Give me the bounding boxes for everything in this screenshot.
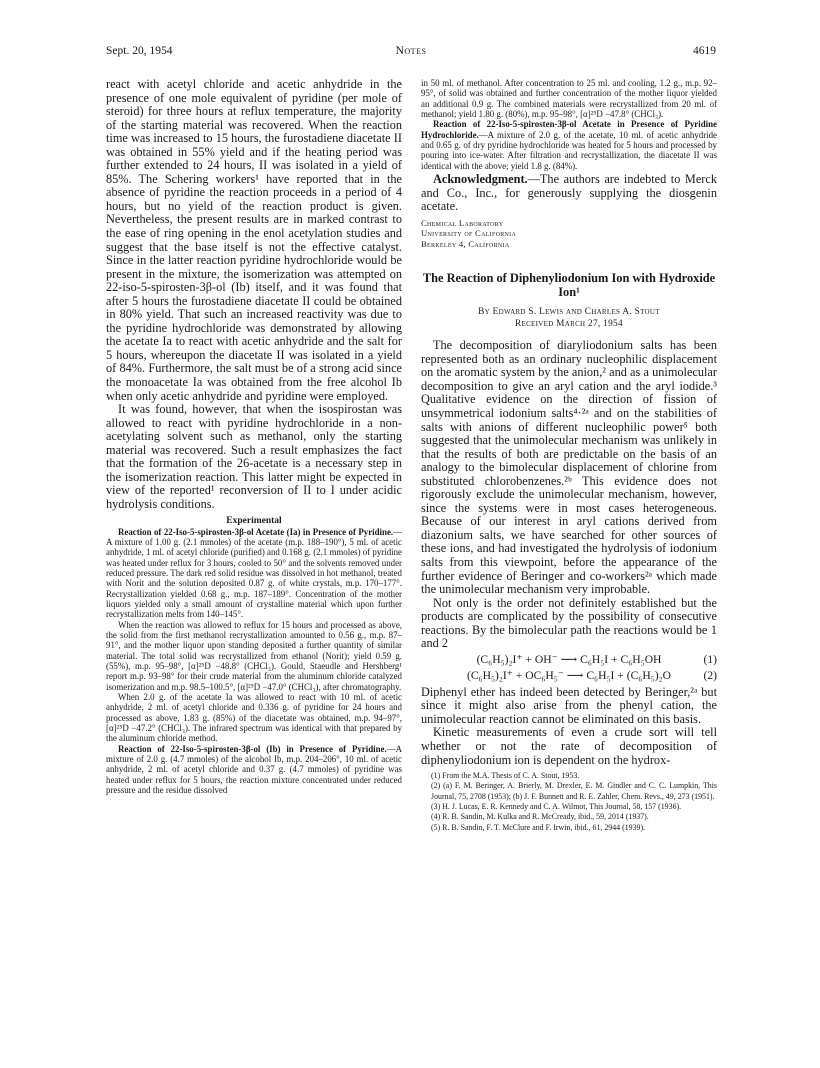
footnote-5: (5) R. B. Sandin, F. T. McClure and F. Irwin, ibid., 61, 2944 (1939). — [431, 822, 646, 832]
address-line-1: Chemical Laboratory — [421, 217, 504, 228]
acknowledgment-text: —The authors are indebted to Merck and Co., Inc., for generously supplying the diosgenin acetate. — [421, 172, 717, 214]
right-column — [421, 78, 717, 833]
experimental-paragraph-2: When the reaction was allowed to reflux for 15 hours and processed as above, the solid from the first methanol recrystallization amounted to 0.56 g., m.p. 87–91°, and the mother liquor upon standing deposited a further quantity of similar material. The total solid was recrystallized from ethanol (Norit); yield 0.59 g. (55%), m.p. 95–98°, [α]²⁵D −48.8° (CHCl₃). Gould, Staeudle and Hershberg¹ report m.p. 93–98° for their crude material from the aluminum chloride catalyzed isomerization and m.p. 98.5–100.5°, [α]²⁵D −47.0° (CHCl₃), after chromatography. — [106, 619, 402, 692]
acknowledgment-heading: Acknowledgment. — [433, 172, 528, 187]
header-date: Sept. 20, 1954 — [106, 45, 173, 57]
address-block — [421, 218, 717, 250]
equation-1 — [421, 653, 717, 668]
footnote-2: (2) (a) F. M. Beringer, A. Brierly, M. Drexler, E. M. Gindler and C. C. Lumpkin, This Journal, 75, 2708 (1953); (b) J. F. Bunnett and R. E. Zahler, Chem. Revs., 49, 273 (1951). — [431, 781, 717, 801]
exp5-heading: Reaction of 22-Iso-5-spirosten-3β-ol Acetate in Presence of Pyridine Hydrochloride. — [421, 119, 717, 140]
footnote-4: (4) R. B. Sandin, M. Kulka and R. McCready, ibid., 59, 2014 (1937). — [431, 812, 649, 822]
received-date: Received March 27, 1954 — [515, 319, 623, 330]
header-section: Notes — [395, 45, 427, 57]
equation-2-number: (2) — [703, 669, 717, 683]
left-paragraph-2: It was found, however, that when the isospirostan was allowed to react with pyridine hydrochloride in a non-acetylating solvent such as methanol, only the starting material was recovered. Such a result emphasizes the fact that the formation of the 26-acetate is a necessary step in the isomerization reaction. This latter might be expected in view of the reported¹ reconversion of II to I under acidic hydrolysis conditions. — [106, 402, 402, 511]
address-line-3: Berkeley 4, California — [421, 238, 510, 249]
experimental-paragraph-4 — [106, 744, 402, 796]
experimental-paragraph-5 — [421, 119, 717, 171]
equation-1-number: (1) — [703, 652, 717, 666]
article-paragraph-3: Diphenyl ether has indeed been detected by Beringer,²ᵃ but since it might also arise from the phenyl cation, the unimolecular reaction cannot be eliminated on this basis. — [421, 684, 717, 726]
acknowledgment — [421, 173, 717, 214]
footnote-1: (1) From the M.A. Thesis of C. A. Stout, 1953. — [431, 771, 580, 781]
equation-2 — [421, 669, 717, 684]
experimental-heading: Experimental — [226, 515, 282, 526]
article-authors: By Edward S. Lewis and Charles A. Stout — [478, 307, 660, 318]
experimental-paragraph-1 — [106, 527, 402, 620]
equation-1-body: (C₆H₅)₂I⁺ + OH⁻ ⟶ C₆H₅I + C₆H₅OH — [476, 652, 662, 666]
exp4-heading: Reaction of 22-Iso-5-spirosten-3β-ol (Ib) in Presence of Pyridine. — [118, 743, 387, 754]
exp1-heading: Reaction of 22-Iso-5-spirosten-3β-ol Acetate (Ia) in Presence of Pyridine. — [118, 526, 394, 537]
experimental-paragraph-3: When 2.0 g. of the acetate Ia was allowed to react with 10 ml. of acetic anhydride, 2 ml. of acetyl chloride and 0.336 g. of pyridine for 24 hours and processed as above, 1.83 g. (85%) of the diacetate was obtained, m.p. 94–97°, [α]²⁵D −47.2° (CHCl₃). The infrared spectrum was identical with that prepared by the aluminum chloride method. — [106, 692, 402, 744]
continued-paragraph: in 50 ml. of methanol. After concentration to 25 ml. and cooling, 1.2 g., m.p. 92–95°, of solid was obtained and further concentration of the mother liquor yielded an additional 0.9 g. The combined materials were recrystallized from 20 ml. of methanol; yield 1.80 g. (80%), m.p. 95–98°, [α]²⁵D −47.8° (CHCl₃). — [421, 78, 717, 120]
exp5-text: —A mixture of 2.0 g. of the acetate, 10 ml. of acetic anhydride and 0.65 g. of dry pyridine hydrochloride was heated for 5 hours and processed by pouring into ice-water. After filtration and recrystallization, the diacetate II was identical with the above; yield 1.8 g. (84%). — [421, 129, 717, 171]
article-paragraph-1: The decomposition of diaryliodonium salts has been represented both as an ordinary nucleophilic displacement on the aromatic system by the anion,² and as a unimolecular decomposition to give an aryl cation and the aryl iodide.³ Qualitative evidence on the direction of fission of unsymmetrical iodonium salts⁴·²ᵃ and on the stabilities of salts with anions of different nucleophilic power⁵ both suggested that the unimolecular mechanism was unlikely in that the results of both are predictable on the basis of an analogy to the bimolecular displacement of chlorine from substituted chlorobenzenes.²ᵇ This evidence does not rigorously exclude the unimolecular mechanism, however, since the systems were in most cases heterogeneous. Because of our interest in aryl cations derived from diazonium salts, we have searched for other sources of these ions, and had investigated the hydrolysis of iodonium salts from this viewpoint, before the appearance of the further evidence of Beringer and co-workers²ᵃ which made the unimolecular mechanism very improbable. — [421, 338, 717, 597]
left-column — [106, 78, 402, 795]
article-title: The Reaction of Diphenyliodonium Ion with Hydroxide Ion¹ — [422, 271, 716, 300]
exp1-text: —A mixture of 1.00 g. (2.1 mmoles) of the acetate (m.p. 188–190°), 5 ml. of acetic anhydride, 1 ml. of acetyl chloride (purified) and 0.168 g. (2.1 mmoles) of pyridine was heated under reflux for 3 hours, cooled to 50° and the solvents removed under reduced pressure. The dark red solid residue was dissolved in hot methanol, treated with Norit and the solution deposited 0.87 g. of white crystals, m.p. 170–177°. Recrystallization yielded 0.68 g., m.p. 187–189°. Concentration of the mother liquors yielded only a small amount of crystalline material which upon further recrystallization melts from 140–145°. — [106, 526, 402, 620]
equation-2-body: (C₆H₅)₂I⁺ + OC₆H₅⁻ ⟶ C₆H₅I + (C₆H₅)₂O — [466, 669, 672, 683]
article-paragraph-4: Kinetic measurements of even a crude sort will tell whether or not the rate of decomposition of diphenyliodonium ion is dependent on the hydrox- — [421, 725, 717, 767]
page-header — [106, 45, 716, 61]
footnote-3: (3) H. J. Lucas, E. R. Kennedy and C. A. Wilmot, This Journal, 58, 157 (1936). — [431, 801, 682, 811]
article-paragraph-2: Not only is the order not definitely established but the products are complicated by the possibility of consecutive reactions. By the bimolecular path the reactions would be 1 and 2 — [421, 595, 717, 651]
address-line-2: University of California — [421, 228, 517, 239]
header-page-number: 4619 — [693, 45, 716, 57]
left-paragraph-1: react with acetyl chloride and acetic anhydride in the presence of one mole equivalent of pyridine (per mole of steroid) for three hours at reflux temperature, the majority of the starting material was recovered. When the reaction time was increased to 15 hours, the furostadiene diacetate II was obtained in 55% yield and if the heating period was further extended to 24 hours, II was isolated in a yield of 85%. The Schering workers¹ have reported that in the absence of pyridine the reaction proceeds in a period of 4 hours, but no yield of the reaction product is given. Nevertheless, the present results are in marked contrast to the ease of ring opening in the enol acetylation studies and suggest that the base itself is not the effective catalyst. Since in the latter reaction pyridine hydrochloride would be present in the mixture, the isomerization was attempted on 22-iso-5-spirosten-3β-ol (Ib) itself, and it was found that after 5 hours the furostadiene diacetate II could be obtained in 80% yield. That such an increased reactivity was due to the pyridine hydrochloride was demonstrated by allowing the acetate Ia to react with acetic anhydride and the salt for 5 hours, whereupon the diacetate II was isolated in a yield of 84%. Furthermore, the salt must be of a strong acid since the monoacetate Ia was obtained from the free alcohol Ib when only acetic anhydride and pyridine were employed. — [106, 77, 402, 403]
exp4-text: —A mixture of 2.0 g. (4.7 mmoles) of the alcohol Ib, m.p. 204–206°, 10 ml. of acetic anhydride, 2 ml. of acetyl chloride and 0.37 g. (4.7 mmoles) of pyridine was heated under reflux for 5 hours, the reaction mixture concentrated under reduced pressure and the residue dissolved — [106, 743, 402, 796]
